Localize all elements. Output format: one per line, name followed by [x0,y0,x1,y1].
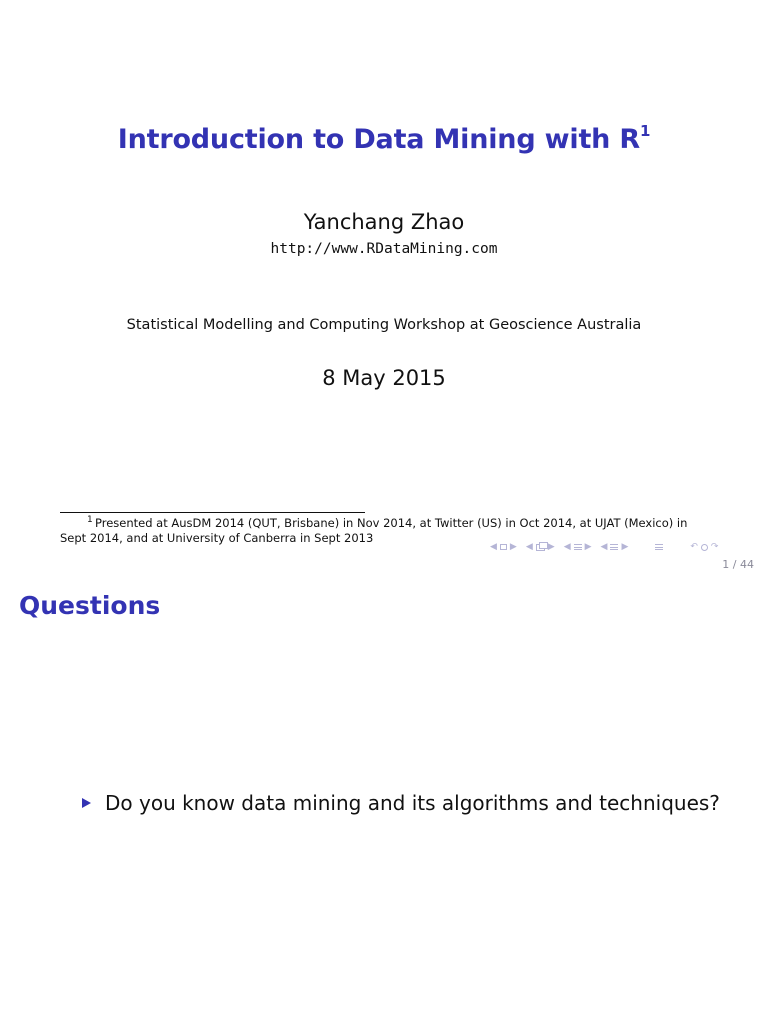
presentation-title-text: Introduction to Data Mining with R [117,124,640,155]
title-footnote-mark: 1 [639,122,651,140]
nav-next-section-icon[interactable]: ▶ [584,541,592,552]
nav-frame-group [490,543,517,552]
nav-prev-subsection-icon[interactable]: ◀ [525,541,533,552]
footnote-mark: 1 [87,515,93,525]
nav-prev-section-icon[interactable]: ◀ [563,541,571,552]
presentation-date: 8 May 2015 [322,366,446,390]
nav-search-icon[interactable] [701,544,708,551]
nav-search-group [690,543,718,552]
presentation-title [0,124,768,155]
author-url[interactable]: http://www.RDataMining.com [270,241,498,257]
nav-subsection-box-icon[interactable] [536,544,545,551]
bullet-text: Do you know data mining and its algorithms and techniques? [105,791,720,815]
nav-presentation-group [601,543,629,552]
beamer-navigation-bar [490,540,718,554]
nav-section-lines-icon[interactable] [574,544,582,550]
list-item [82,791,720,815]
footnote-line-2: Sept 2014, and at University of Canberra in Sept 2013 [60,531,374,545]
nav-next-presentation-icon[interactable]: ▶ [621,541,629,552]
nav-subsection-group [526,543,555,552]
nav-back-icon[interactable]: ↶ [690,541,698,552]
footnote-line-1: Presented at AusDM 2014 (QUT, Brisbane) in Nov 2014, at Twitter (US) in Oct 2014, at UJAT (Mexico) in [95,516,688,530]
institute: Statistical Modelling and Computing Workshop at Geoscience Australia [126,317,642,333]
nav-next-subsection-icon[interactable]: ▶ [547,541,555,552]
nav-align-group [655,544,663,550]
footnote-rule [60,512,365,513]
frame-title: Questions [19,591,161,620]
page-number: 1 / 44 [722,558,754,571]
nav-section-group [564,543,592,552]
nav-align-icon[interactable] [655,544,663,550]
nav-next-frame-icon[interactable]: ▶ [509,541,517,552]
nav-prev-frame-icon[interactable]: ◀ [490,541,497,552]
nav-forward-icon[interactable]: ↷ [710,541,719,552]
bullet-list [82,791,720,815]
nav-frame-box-icon[interactable] [500,544,507,550]
nav-prev-presentation-icon[interactable]: ◀ [600,541,608,552]
triangle-bullet-icon [82,798,91,808]
nav-presentation-lines-icon[interactable] [610,544,618,550]
author-name: Yanchang Zhao [303,210,465,234]
slide-questions [0,578,768,1024]
